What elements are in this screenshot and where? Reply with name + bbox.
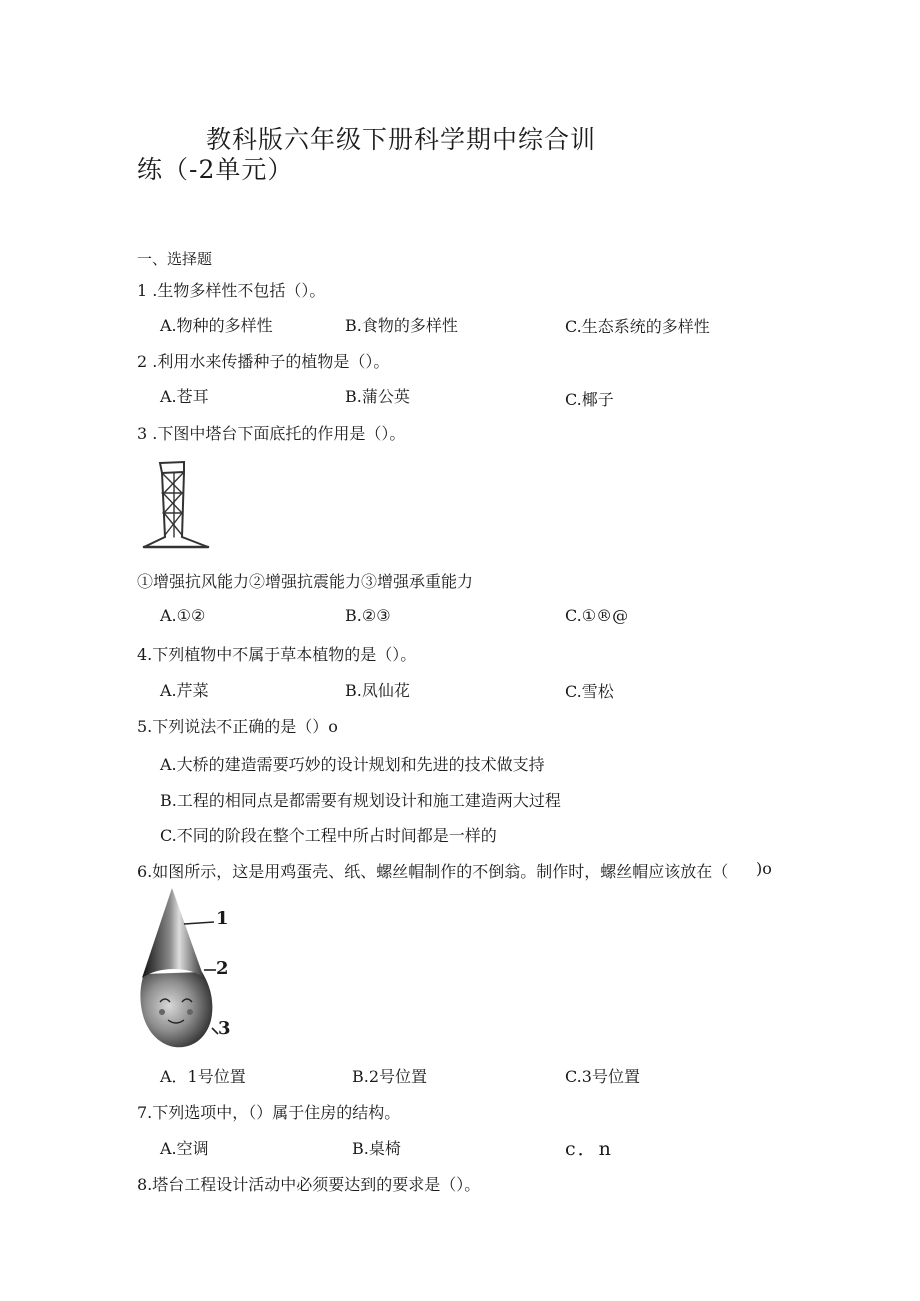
question-5-option-c: C.不同的阶段在整个工程中所占时间都是一样的: [160, 826, 497, 845]
page-title-continued: 练（-2单元）: [137, 155, 294, 184]
question-4-option-b: B.凤仙花: [345, 681, 410, 700]
tumbler-label-3: 3: [218, 1018, 231, 1039]
question-4-option-c: C.雪松: [565, 682, 614, 701]
question-7-option-c: c．n: [565, 1138, 613, 1160]
question-3-option-a: A.①②: [160, 606, 206, 625]
question-3-option-c: C.①®@: [565, 606, 629, 625]
tumbler-label-2: 2: [216, 958, 229, 979]
question-2-stem: 2 .利用水来传播种子的植物是（）。: [137, 352, 390, 371]
question-6-option-b: B.2号位置: [352, 1067, 428, 1086]
question-3-statements: ①增强抗风能力②增强抗震能力③增强承重能力: [137, 572, 474, 591]
tower-figure: [140, 459, 212, 551]
question-4-option-a: A.芹菜: [160, 681, 209, 700]
question-8-stem: 8.塔台工程设计活动中必须要达到的要求是（）。: [137, 1175, 481, 1194]
section-heading: 一、选择题: [137, 250, 213, 268]
question-7-option-a: A.空调: [160, 1139, 209, 1158]
question-7-stem: 7.下列选项中，（）属于住房的结构。: [137, 1103, 401, 1122]
question-3-option-b: B.②③: [345, 606, 391, 625]
question-2-option-c: C.椰子: [565, 390, 614, 409]
question-1-option-a: A.物种的多样性: [160, 316, 273, 335]
question-6-stem-end: )o: [756, 859, 772, 878]
question-5-option-a: A.大桥的建造需要巧妙的设计规划和先进的技术做支持: [160, 755, 545, 774]
question-3-stem: 3 .下图中塔台下面底托的作用是（）。: [137, 424, 406, 443]
question-1-option-b: B.食物的多样性: [345, 316, 458, 335]
question-1-option-c: C.生态系统的多样性: [565, 317, 710, 336]
tumbler-label-1: 1: [216, 908, 229, 929]
question-2-option-b: B.蒲公英: [345, 387, 410, 406]
question-2-option-a: A.苍耳: [160, 387, 209, 406]
page-title: 教科版六年级下册科学期中综合训: [206, 125, 597, 154]
question-7-option-b: B.桌椅: [352, 1139, 401, 1158]
question-6-stem: 6.如图所示，这是用鸡蛋壳、纸、螺丝帽制作的不倒翁。制作时，螺丝帽应该放在（: [137, 862, 729, 881]
question-4-stem: 4.下列植物中不属于草本植物的是（）。: [137, 645, 417, 664]
question-6-option-a: A．1号位置: [160, 1067, 246, 1086]
question-6-option-c: C.3号位置: [565, 1067, 640, 1086]
question-5-stem: 5.下列说法不正确的是（）o: [137, 717, 338, 736]
question-1-stem: 1 .生物多样性不包括（）。: [137, 281, 326, 300]
question-5-option-b: B.工程的相同点是都需要有规划设计和施工建造两大过程: [160, 791, 561, 810]
